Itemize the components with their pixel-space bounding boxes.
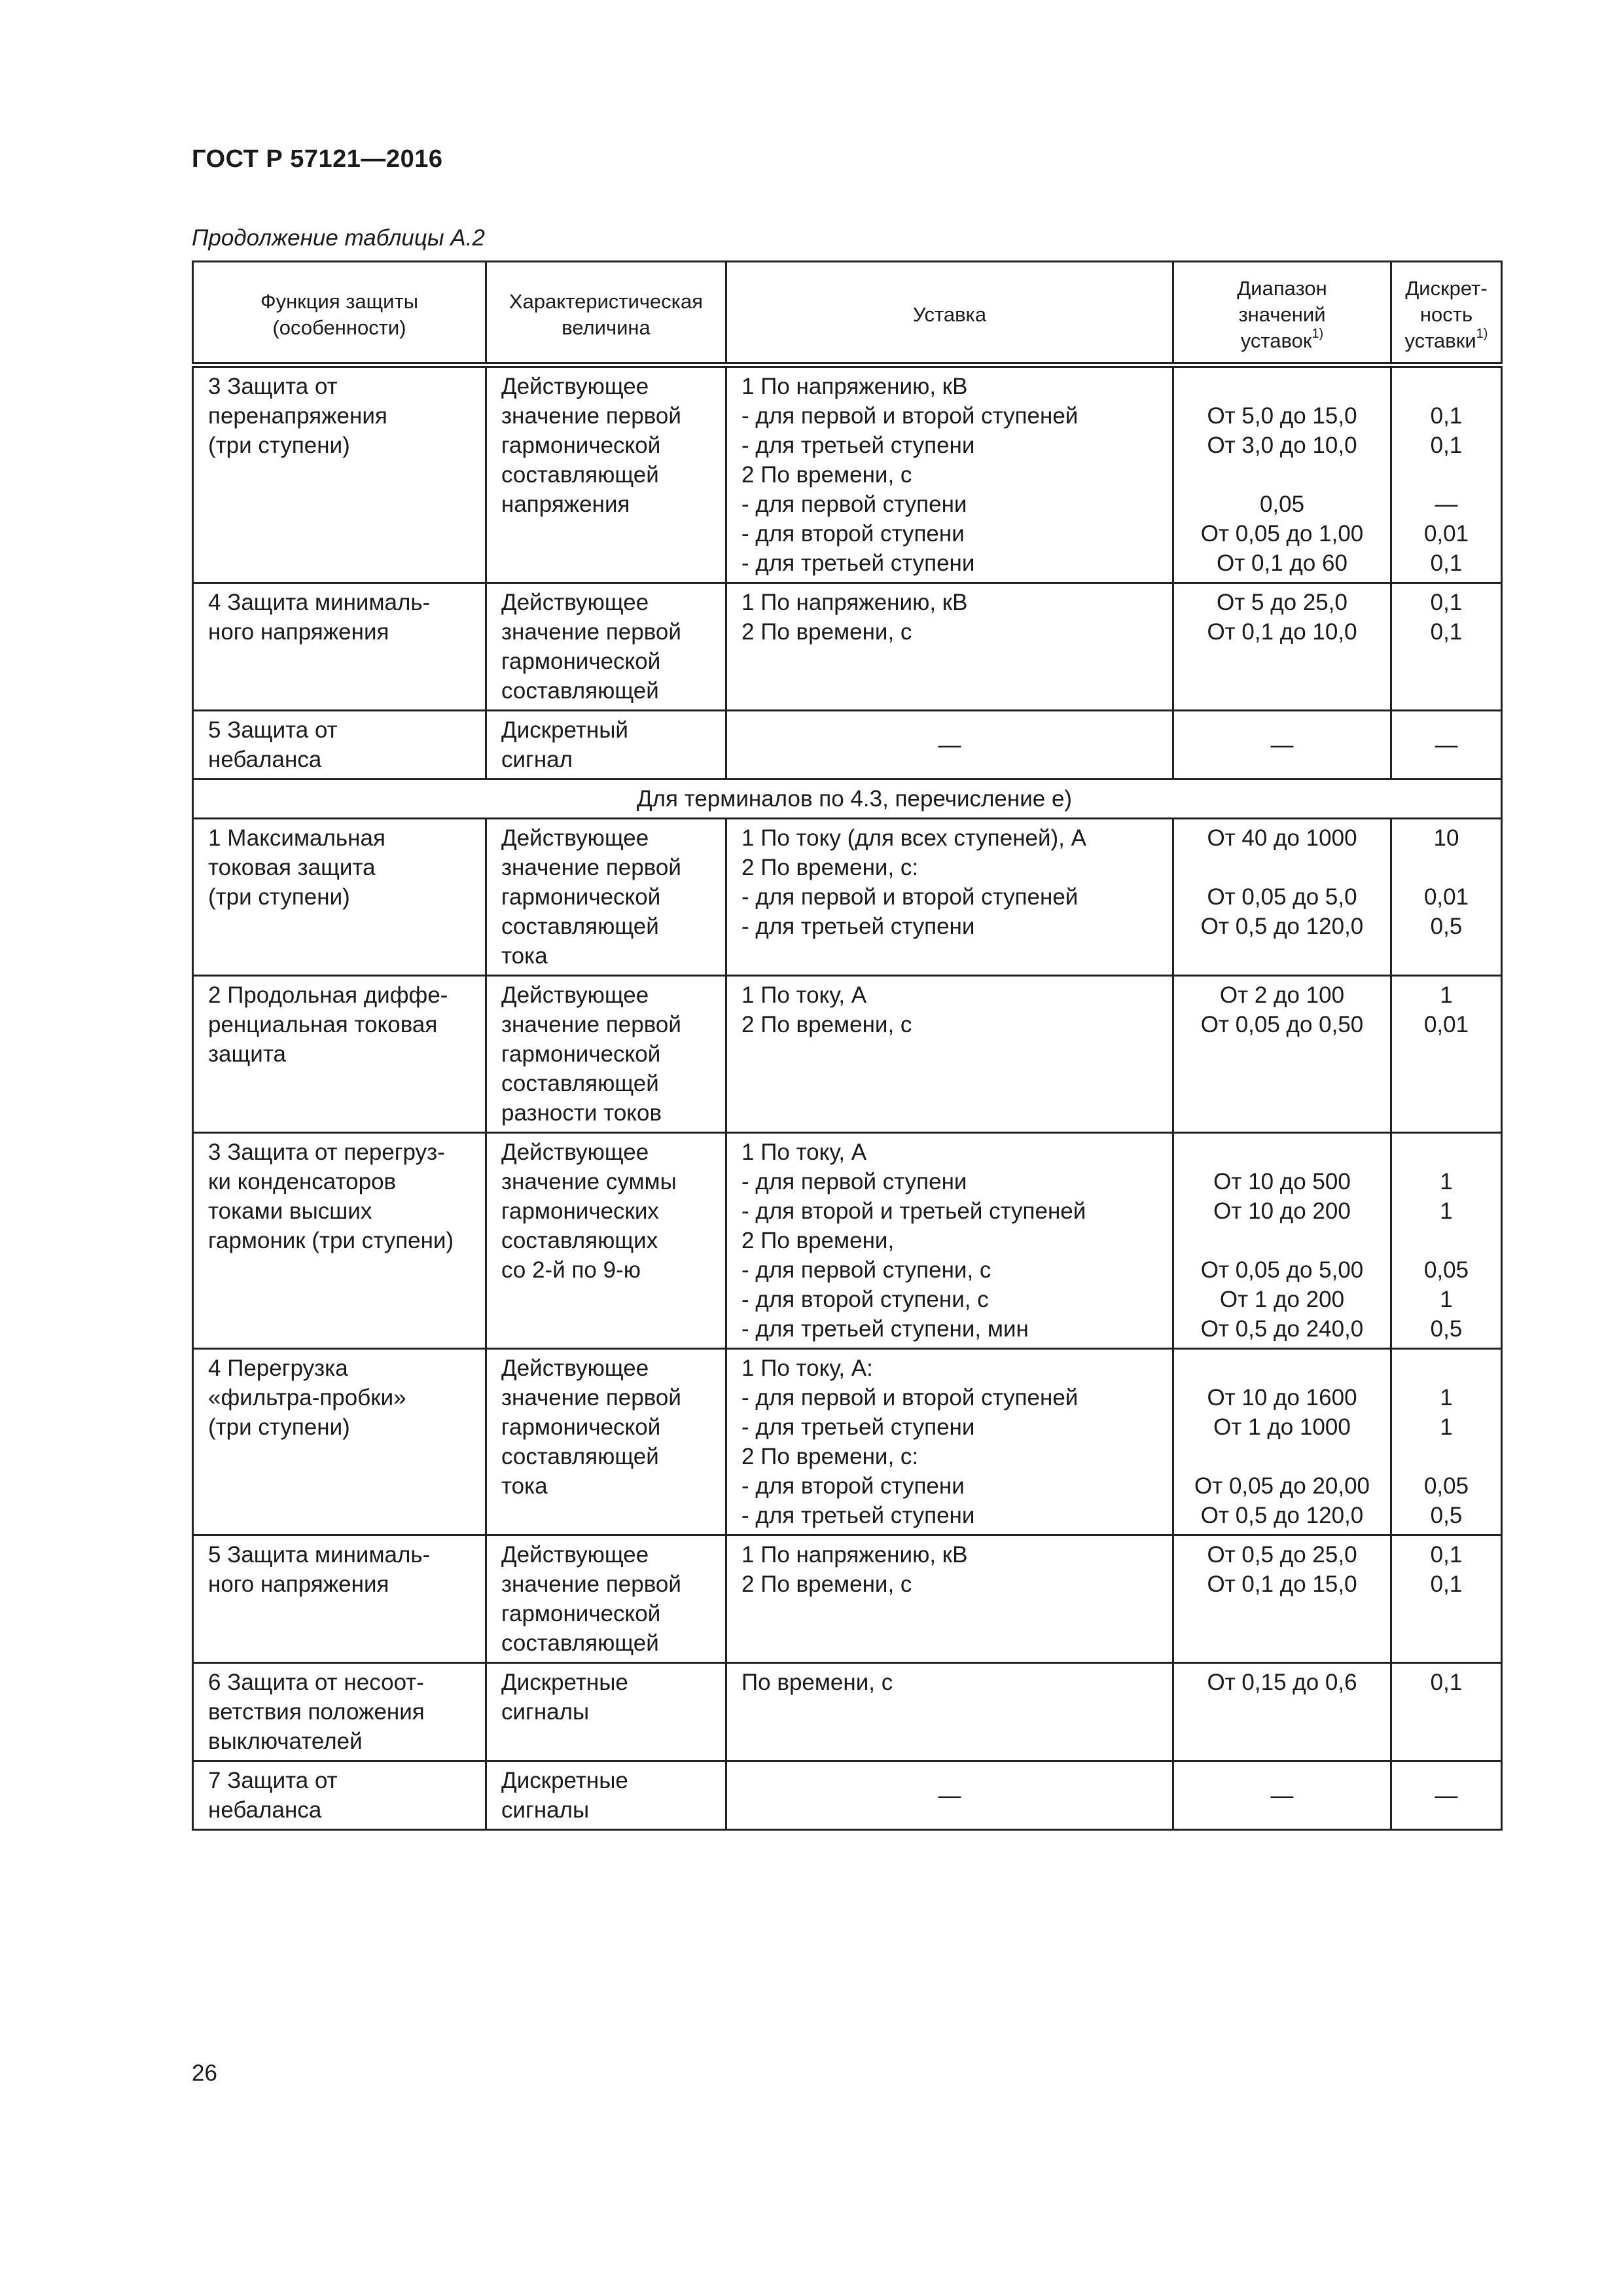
range-value: От 0,05 до 0,50 bbox=[1200, 1012, 1364, 1037]
setting-text: - для третьей ступени bbox=[741, 1501, 1172, 1530]
step-value: 0,1 bbox=[1430, 550, 1463, 576]
function-text: токовая защита bbox=[208, 855, 376, 880]
quantity-text: гармонической bbox=[501, 1414, 661, 1440]
function-text: гармоник (три ступени) bbox=[208, 1228, 454, 1253]
table-caption: Продолжение таблицы А.2 bbox=[192, 225, 485, 251]
step-value: — bbox=[1435, 492, 1458, 517]
quantity-text: гармонических bbox=[501, 1198, 659, 1224]
function-text: ренциальная токовая bbox=[208, 1012, 438, 1037]
quantity-text: значение суммы bbox=[501, 1169, 677, 1194]
step-value: 1 bbox=[1440, 1385, 1453, 1410]
function-cell bbox=[193, 711, 486, 780]
step-value: 0,5 bbox=[1430, 1316, 1463, 1342]
range-value bbox=[1174, 372, 1390, 401]
table-section bbox=[193, 780, 1502, 819]
range-cell bbox=[1173, 583, 1391, 711]
step-value: 0,1 bbox=[1430, 433, 1463, 458]
range-cell bbox=[1173, 819, 1391, 976]
setting-cell bbox=[726, 583, 1173, 711]
quantity-cell bbox=[486, 976, 726, 1133]
range-value bbox=[1174, 1226, 1390, 1255]
header-text: уставки bbox=[1404, 329, 1476, 352]
function-text: 4 Защита минималь- bbox=[208, 590, 431, 615]
setting-text: - для первой ступени bbox=[741, 1167, 1172, 1196]
quantity-text: со 2-й по 9-ю bbox=[501, 1257, 641, 1283]
function-text: ного напряжения bbox=[208, 619, 389, 645]
range-value: От 0,05 до 20,00 bbox=[1194, 1473, 1370, 1499]
quantity-text: сигналы bbox=[501, 1699, 590, 1725]
quantity-text: значение первой bbox=[501, 1571, 681, 1597]
setting-text: - для второй и третьей ступеней bbox=[741, 1196, 1172, 1226]
function-text: небаланса bbox=[208, 747, 322, 772]
quantity-text: гармонической bbox=[501, 884, 661, 910]
range-cell bbox=[1173, 1663, 1391, 1761]
range-value bbox=[1174, 1442, 1390, 1471]
table-row bbox=[193, 819, 1502, 976]
step-cell bbox=[1391, 583, 1502, 711]
footnote-mark: 1) bbox=[1311, 326, 1324, 341]
function-text: 5 Защита минималь- bbox=[208, 1542, 431, 1568]
function-text: 3 Защита от bbox=[208, 374, 338, 399]
range-cell bbox=[1173, 1349, 1391, 1535]
range-value: От 3,0 до 10,0 bbox=[1207, 433, 1357, 458]
range-value: От 0,15 до 0,6 bbox=[1207, 1670, 1357, 1695]
setting-cell bbox=[726, 1349, 1173, 1535]
range-value: От 0,5 до 25,0 bbox=[1207, 1542, 1357, 1568]
quantity-text: разности токов bbox=[501, 1100, 662, 1126]
range-value: От 5 до 25,0 bbox=[1217, 590, 1347, 615]
quantity-text: составляющей bbox=[501, 678, 659, 704]
quantity-text: сигналы bbox=[501, 1797, 590, 1823]
step-cell: — bbox=[1391, 711, 1502, 780]
range-value: От 0,5 до 120,0 bbox=[1200, 1503, 1364, 1528]
quantity-text: Действующее bbox=[501, 590, 649, 615]
setting-text: 2 По времени, bbox=[741, 1228, 895, 1253]
quantity-text: Действующее bbox=[501, 1542, 649, 1568]
range-value: От 0,05 до 1,00 bbox=[1200, 521, 1364, 547]
step-value: 0,1 bbox=[1430, 403, 1463, 429]
range-value: От 10 до 500 bbox=[1213, 1169, 1351, 1194]
header-setting bbox=[726, 262, 1173, 365]
step-value: 0,01 bbox=[1423, 884, 1469, 910]
step-value: 1 bbox=[1440, 982, 1453, 1008]
function-text: перенапряжения bbox=[208, 403, 387, 429]
quantity-text: напряжения bbox=[501, 492, 630, 517]
quantity-cell bbox=[486, 1663, 726, 1761]
setting-text: 2 По времени, с: bbox=[741, 855, 919, 880]
step-value bbox=[1392, 1442, 1501, 1471]
quantity-text: Дискретные bbox=[501, 1768, 628, 1793]
table-row bbox=[193, 1663, 1502, 1761]
function-text: 3 Защита от перегруз- bbox=[208, 1139, 445, 1165]
setting-text: - для второй ступени, с bbox=[741, 1285, 1172, 1314]
header-quantity bbox=[486, 262, 726, 365]
quantity-text: Действующее bbox=[501, 1139, 649, 1165]
function-text: 1 Максимальная bbox=[208, 825, 385, 851]
function-cell bbox=[193, 365, 486, 583]
setting-text: 1 По току (для всех ступеней), А bbox=[741, 825, 1086, 851]
step-cell bbox=[1391, 1133, 1502, 1349]
step-cell bbox=[1391, 976, 1502, 1133]
range-cell bbox=[1173, 1133, 1391, 1349]
step-value bbox=[1392, 1354, 1501, 1383]
setting-text: 1 По току, А bbox=[741, 982, 867, 1008]
step-value: 0,1 bbox=[1430, 1670, 1463, 1695]
function-cell bbox=[193, 1133, 486, 1349]
quantity-text: тока bbox=[501, 943, 548, 969]
range-cell bbox=[1173, 1535, 1391, 1663]
range-value: От 5,0 до 15,0 bbox=[1207, 403, 1357, 429]
step-value bbox=[1392, 1138, 1501, 1167]
quantity-cell bbox=[486, 711, 726, 780]
quantity-text: гармонической bbox=[501, 1041, 661, 1067]
quantity-cell bbox=[486, 1761, 726, 1830]
header-text: величина bbox=[562, 316, 651, 339]
table-row bbox=[193, 1349, 1502, 1535]
range-value: От 10 до 1600 bbox=[1207, 1385, 1357, 1410]
quantity-text: Дискретные bbox=[501, 1670, 628, 1695]
step-value: 0,05 bbox=[1423, 1473, 1469, 1499]
setting-text: 2 По времени, с bbox=[741, 462, 912, 488]
function-text: небаланса bbox=[208, 1797, 322, 1823]
range-value bbox=[1174, 460, 1390, 490]
table-row bbox=[193, 1761, 1502, 1830]
function-text: (три ступени) bbox=[208, 433, 350, 458]
table-body-group-b bbox=[193, 819, 1502, 1830]
range-value: От 1 до 200 bbox=[1219, 1287, 1345, 1312]
table-header bbox=[193, 262, 1502, 365]
step-cell bbox=[1391, 1663, 1502, 1761]
function-text: 6 Защита от несоот- bbox=[208, 1670, 424, 1695]
header-range bbox=[1173, 262, 1391, 365]
setting-text: - для второй ступени bbox=[741, 1471, 1172, 1501]
function-cell bbox=[193, 976, 486, 1133]
function-text: ветствия положения bbox=[208, 1699, 425, 1725]
range-value: От 40 до 1000 bbox=[1207, 825, 1357, 851]
setting-cell bbox=[726, 819, 1173, 976]
step-value: 0,1 bbox=[1430, 590, 1463, 615]
setting-text: - для третьей ступени bbox=[741, 912, 1172, 941]
step-value: 1 bbox=[1440, 1414, 1453, 1440]
step-value: 0,1 bbox=[1430, 1571, 1463, 1597]
step-value bbox=[1392, 460, 1501, 490]
quantity-cell bbox=[486, 365, 726, 583]
setting-text: - для второй ступени bbox=[741, 519, 1172, 548]
range-cell bbox=[1173, 976, 1391, 1133]
quantity-text: Действующее bbox=[501, 825, 649, 851]
header-text: (особенности) bbox=[272, 316, 406, 339]
setting-text: 1 По напряжению, кВ bbox=[741, 590, 968, 615]
step-cell bbox=[1391, 1535, 1502, 1663]
setting-text: - для третьей ступени bbox=[741, 548, 1172, 578]
header-text: Уставка bbox=[912, 303, 987, 326]
setting-cell bbox=[726, 1133, 1173, 1349]
setting-text: - для первой ступени, с bbox=[741, 1255, 1172, 1285]
range-value bbox=[1174, 1138, 1390, 1167]
header-text: значений bbox=[1238, 303, 1326, 326]
setting-text: 1 По току, А bbox=[741, 1139, 867, 1165]
step-value: 0,5 bbox=[1430, 914, 1463, 939]
step-cell: — bbox=[1391, 1761, 1502, 1830]
page-number: 26 bbox=[192, 2060, 217, 2086]
setting-text: - для третьей ступени bbox=[741, 431, 1172, 460]
range-cell: — bbox=[1173, 711, 1391, 780]
setting-cell bbox=[726, 1663, 1173, 1761]
range-value: От 0,05 до 5,0 bbox=[1207, 884, 1357, 910]
setting-text: - для первой ступени bbox=[741, 490, 1172, 519]
function-text: ки конденсаторов bbox=[208, 1169, 397, 1194]
table-body-group-a bbox=[193, 365, 1502, 780]
settings-table bbox=[192, 260, 1503, 1831]
step-value: 0,05 bbox=[1423, 1257, 1469, 1283]
quantity-text: Действующее bbox=[501, 374, 649, 399]
step-value: 1 bbox=[1440, 1198, 1453, 1224]
range-value: 0,05 bbox=[1259, 492, 1305, 517]
setting-text: 1 По току, А: bbox=[741, 1355, 873, 1381]
step-value bbox=[1392, 1226, 1501, 1255]
setting-text: - для третьей ступени bbox=[741, 1412, 1172, 1442]
range-value: От 1 до 1000 bbox=[1213, 1414, 1351, 1440]
quantity-text: составляющей bbox=[501, 462, 659, 488]
function-cell bbox=[193, 819, 486, 976]
quantity-text: составляющей bbox=[501, 1444, 659, 1469]
function-cell bbox=[193, 1761, 486, 1830]
step-value: 1 bbox=[1440, 1287, 1453, 1312]
step-value: 0,1 bbox=[1430, 619, 1463, 645]
range-value bbox=[1174, 853, 1390, 882]
setting-cell bbox=[726, 1535, 1173, 1663]
function-text: выключателей bbox=[208, 1729, 363, 1754]
header-text: Дискрет- bbox=[1405, 277, 1488, 300]
header-text: Диапазон bbox=[1237, 277, 1327, 300]
header-text: ность bbox=[1419, 303, 1473, 326]
function-text: (три ступени) bbox=[208, 1414, 350, 1440]
quantity-cell bbox=[486, 819, 726, 976]
step-value: 0,5 bbox=[1430, 1503, 1463, 1528]
header-text: Функция защиты bbox=[260, 290, 418, 313]
footnote-mark: 1) bbox=[1476, 326, 1488, 341]
function-text: защита bbox=[208, 1041, 286, 1067]
function-cell bbox=[193, 1535, 486, 1663]
table-row bbox=[193, 976, 1502, 1133]
step-value: 0,1 bbox=[1430, 1542, 1463, 1568]
setting-cell bbox=[726, 976, 1173, 1133]
function-cell bbox=[193, 1349, 486, 1535]
range-value: От 0,5 до 240,0 bbox=[1200, 1316, 1364, 1342]
setting-text: - для первой и второй ступеней bbox=[741, 401, 1172, 431]
step-value bbox=[1392, 372, 1501, 401]
header-step bbox=[1391, 262, 1502, 365]
header-text: Характеристическая bbox=[508, 290, 704, 313]
step-value: 0,01 bbox=[1423, 1012, 1469, 1037]
quantity-text: гармонической bbox=[501, 649, 661, 674]
quantity-text: значение первой bbox=[501, 855, 681, 880]
range-value: От 0,1 до 15,0 bbox=[1207, 1571, 1357, 1597]
step-cell bbox=[1391, 365, 1502, 583]
setting-text: 2 По времени, с bbox=[741, 1571, 912, 1597]
range-value: От 10 до 200 bbox=[1213, 1198, 1351, 1224]
quantity-text: Дискретный bbox=[501, 717, 628, 743]
quantity-text: значение первой bbox=[501, 1012, 681, 1037]
range-value bbox=[1174, 1354, 1390, 1383]
setting-text: 1 По напряжению, кВ bbox=[741, 374, 968, 399]
step-cell bbox=[1391, 819, 1502, 976]
table-row bbox=[193, 583, 1502, 711]
function-text: «фильтра-пробки» bbox=[208, 1385, 406, 1410]
step-value: 10 bbox=[1433, 825, 1459, 851]
range-cell: — bbox=[1173, 1761, 1391, 1830]
quantity-text: тока bbox=[501, 1473, 548, 1499]
section-label: Для терминалов по 4.3, перечисление е) bbox=[193, 780, 1502, 819]
function-text: 2 Продольная диффе- bbox=[208, 982, 448, 1008]
function-cell bbox=[193, 583, 486, 711]
step-cell bbox=[1391, 1349, 1502, 1535]
range-value: От 0,1 до 60 bbox=[1217, 550, 1347, 576]
step-value bbox=[1392, 853, 1501, 882]
setting-text: - для первой и второй ступеней bbox=[741, 882, 1172, 912]
function-text: ного напряжения bbox=[208, 1571, 389, 1597]
quantity-text: значение первой bbox=[501, 1385, 681, 1410]
function-text: 4 Перегрузка bbox=[208, 1355, 348, 1381]
setting-text: - для третьей ступени, мин bbox=[741, 1314, 1172, 1344]
quantity-text: сигнал bbox=[501, 747, 573, 772]
function-text: (три ступени) bbox=[208, 884, 350, 910]
quantity-text: Действующее bbox=[501, 982, 649, 1008]
document-code: ГОСТ Р 57121—2016 bbox=[192, 145, 443, 173]
range-value: От 0,1 до 10,0 bbox=[1207, 619, 1357, 645]
setting-text: 2 По времени, с bbox=[741, 619, 912, 645]
setting-text: - для первой и второй ступеней bbox=[741, 1383, 1172, 1412]
table-row bbox=[193, 1133, 1502, 1349]
range-value: От 0,05 до 5,00 bbox=[1200, 1257, 1364, 1283]
setting-text: 2 По времени, с bbox=[741, 1012, 912, 1037]
range-value: От 0,5 до 120,0 bbox=[1200, 914, 1364, 939]
quantity-text: гармонической bbox=[501, 1601, 661, 1626]
step-value: 1 bbox=[1440, 1169, 1453, 1194]
setting-text: 2 По времени, с: bbox=[741, 1444, 919, 1469]
quantity-text: составляющих bbox=[501, 1228, 658, 1253]
setting-text: По времени, с bbox=[741, 1670, 893, 1695]
header-function bbox=[193, 262, 486, 365]
setting-text: 1 По напряжению, кВ bbox=[741, 1542, 968, 1568]
quantity-text: составляющей bbox=[501, 1071, 659, 1096]
quantity-text: Действующее bbox=[501, 1355, 649, 1381]
function-text: токами высших bbox=[208, 1198, 372, 1224]
table-row bbox=[193, 1535, 1502, 1663]
quantity-text: значение первой bbox=[501, 619, 681, 645]
range-value: От 2 до 100 bbox=[1219, 982, 1345, 1008]
function-cell bbox=[193, 1663, 486, 1761]
step-value: 0,01 bbox=[1423, 521, 1469, 547]
quantity-text: составляющей bbox=[501, 914, 659, 939]
function-text: 7 Защита от bbox=[208, 1768, 338, 1793]
range-cell bbox=[1173, 365, 1391, 583]
quantity-text: составляющей bbox=[501, 1630, 659, 1656]
setting-cell bbox=[726, 365, 1173, 583]
quantity-text: значение первой bbox=[501, 403, 681, 429]
quantity-cell bbox=[486, 1535, 726, 1663]
function-text: 5 Защита от bbox=[208, 717, 338, 743]
quantity-cell bbox=[486, 583, 726, 711]
table-row bbox=[193, 711, 1502, 780]
setting-cell: — bbox=[726, 711, 1173, 780]
header-text: уставок bbox=[1240, 329, 1312, 352]
setting-cell: — bbox=[726, 1761, 1173, 1830]
quantity-text: гармонической bbox=[501, 433, 661, 458]
quantity-cell bbox=[486, 1133, 726, 1349]
table-row bbox=[193, 365, 1502, 583]
quantity-cell bbox=[486, 1349, 726, 1535]
